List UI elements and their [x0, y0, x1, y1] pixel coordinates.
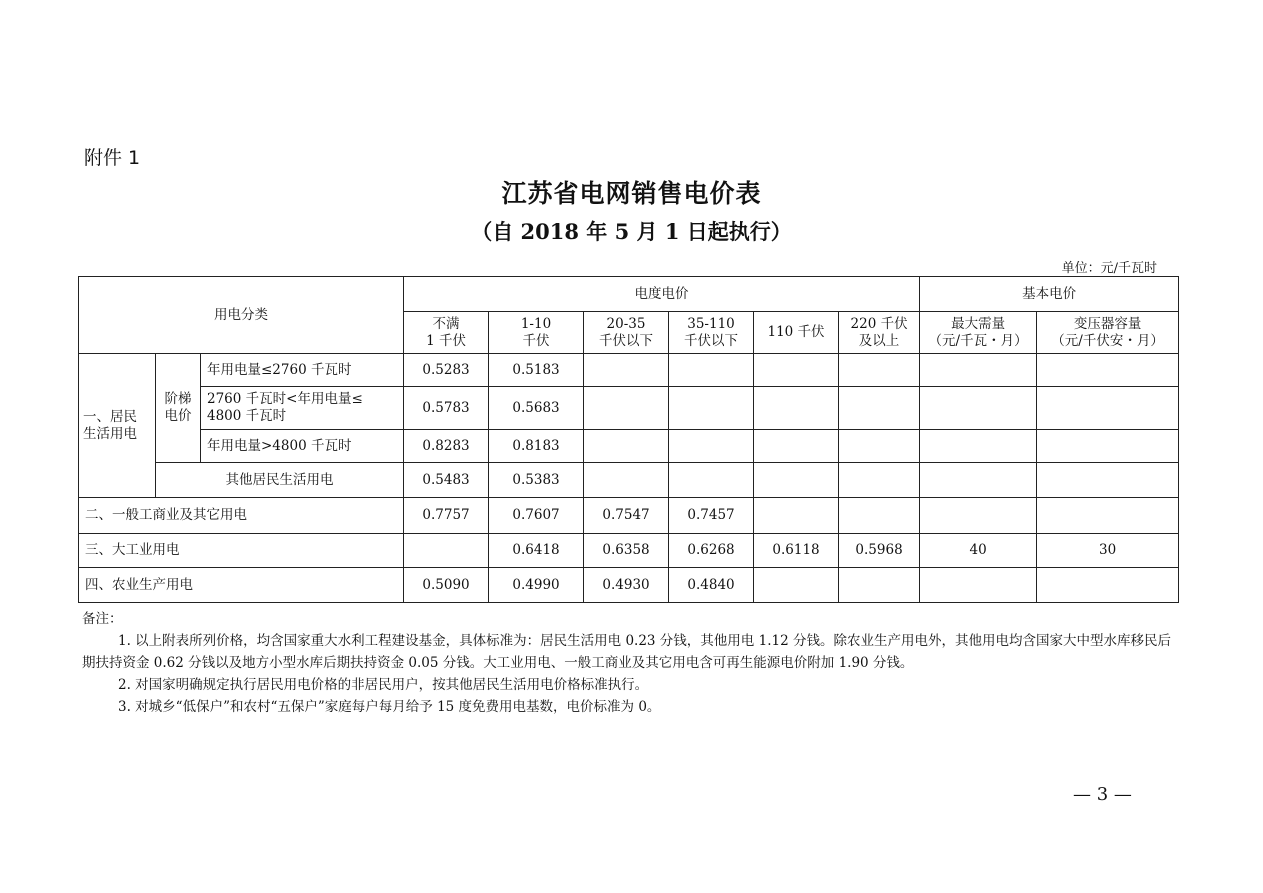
agri-v3: 0.4930 [584, 568, 669, 603]
large-demand: 40 [920, 534, 1037, 568]
agri-label: 四、农业生产用电 [79, 568, 404, 603]
table-row [79, 430, 1179, 463]
document-subtitle: （自 2018 年 5 月 1 日起执行） [471, 219, 792, 244]
notes [82, 608, 1182, 718]
large-v3: 0.6268 [669, 534, 754, 568]
large-v5: 0.5968 [839, 534, 920, 568]
tier-3-v2: 0.8183 [489, 430, 584, 463]
tier-1-v1: 0.5283 [404, 354, 489, 387]
header-voltage-1-10kv: 1-10 千伏 [489, 312, 584, 354]
header-voltage-35-110kv: 35-110 千伏以下 [669, 312, 754, 354]
table-row [79, 387, 1179, 430]
table-row [79, 354, 1179, 387]
note-1: 1. 以上附表所列价格，均含国家重大水利工程建设基金，具体标准为：居民生活用电 0.23 分钱，其他用电 1.12 分钱。除农业生产用电外，其他用电均含国家大中型水库移民后期扶持资金 0.62 分钱以及地方小型水库后期扶持资金 0.05 分钱。大工业用电、一般工商业及其它用电含可再生能源电价附加 1.90 分钱。 [82, 633, 1171, 671]
unit-label: 单位：元/千瓦时 [1061, 261, 1157, 276]
note-2: 2. 对国家明确规定执行居民用电价格的非居民用户，按其他居民生活用电价格标准执行。 [118, 677, 649, 693]
header-max-demand: 最大需量 （元/千瓦・月） [920, 312, 1037, 354]
header-energy-price: 电度电价 [404, 277, 920, 312]
header-voltage-20-35kv: 20-35 千伏以下 [584, 312, 669, 354]
general-label: 二、一般工商业及其它用电 [79, 498, 404, 534]
header-basic-price: 基本电价 [920, 277, 1179, 312]
tier-1-label: 年用电量≤2760 千瓦时 [201, 354, 404, 387]
agri-v4: 0.4840 [669, 568, 754, 603]
header-transformer-capacity: 变压器容量 （元/千伏安・月） [1037, 312, 1179, 354]
residential-label: 一、居民 生活用电 [79, 354, 156, 498]
general-v4: 0.7457 [669, 498, 754, 534]
agri-v1: 0.5090 [404, 568, 489, 603]
table-row [79, 498, 1179, 534]
other-residential-label: 其他居民生活用电 [156, 463, 404, 498]
page-number: — 3 — [1073, 784, 1132, 805]
header-voltage-under-1kv: 不满 1 千伏 [404, 312, 489, 354]
table-row [79, 568, 1179, 603]
large-v1: 0.6418 [489, 534, 584, 568]
tier-3-v1: 0.8283 [404, 430, 489, 463]
tier-1-v2: 0.5183 [489, 354, 584, 387]
general-v2: 0.7607 [489, 498, 584, 534]
tier-3-label: 年用电量>4800 千瓦时 [201, 430, 404, 463]
other-residential-v1: 0.5483 [404, 463, 489, 498]
tier-2-label: 2760 千瓦时<年用电量≤ 4800 千瓦时 [201, 387, 404, 430]
large-v2: 0.6358 [584, 534, 669, 568]
large-capacity: 30 [1037, 534, 1179, 568]
note-3: 3. 对城乡“低保户”和农村“五保户”家庭每户每月给予 15 度免费用电基数，电价标准为 0。 [118, 699, 661, 715]
large-v4: 0.6118 [754, 534, 839, 568]
tier-label: 阶梯 电价 [156, 354, 201, 463]
document-title: 江苏省电网销售电价表 [501, 179, 762, 208]
large-label: 三、大工业用电 [79, 534, 404, 568]
header-category: 用电分类 [79, 277, 404, 354]
agri-v2: 0.4990 [489, 568, 584, 603]
tier-2-v2: 0.5683 [489, 387, 584, 430]
tier-2-v1: 0.5783 [404, 387, 489, 430]
price-table [78, 276, 1179, 603]
table-row [79, 463, 1179, 498]
general-v3: 0.7547 [584, 498, 669, 534]
header-voltage-110kv: 110 千伏 [754, 312, 839, 354]
attachment-label: 附件 1 [84, 147, 141, 169]
table-row [79, 534, 1179, 568]
other-residential-v2: 0.5383 [489, 463, 584, 498]
notes-heading: 备注： [82, 611, 123, 627]
header-voltage-220kv: 220 千伏 及以上 [839, 312, 920, 354]
general-v1: 0.7757 [404, 498, 489, 534]
